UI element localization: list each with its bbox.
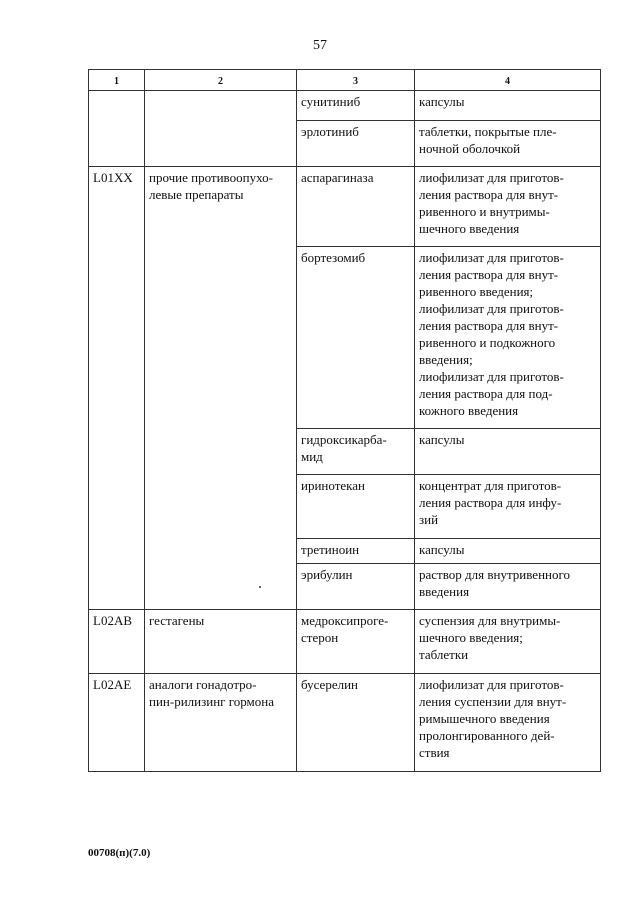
form-cell: таблетки, покрытые пле- ночной оболочкой	[415, 121, 601, 167]
table-row	[89, 674, 601, 772]
drug-cell: бусерелин	[297, 674, 415, 772]
form-cell: капсулы	[415, 539, 601, 564]
form-cell: концентрат для приготов- ления раствора для инфу- зий	[415, 475, 601, 539]
column-header: 3	[297, 70, 415, 91]
form-cell: лиофилизат для приготов- ления раствора для внут- ривенного введения; лиофилизат для приготов- ления раствора для внут- ривенного и подкожного введения; лиофилизат для приготов- ления раствора для под- кожного введения	[415, 247, 601, 429]
table-row	[89, 167, 601, 247]
footer-document-code: 00708(п)(7.0)	[88, 847, 151, 859]
form-cell: капсулы	[415, 429, 601, 475]
drug-cell: эрибулин	[297, 564, 415, 610]
table-row	[89, 91, 601, 121]
table-header-row	[89, 70, 601, 91]
atc-code-cell: L02AE	[89, 674, 145, 772]
form-cell: лиофилизат для приготов- ления суспензии для внут- римышечного введения пролонгированного дей- ствия	[415, 674, 601, 772]
drug-cell: аспарагиназа	[297, 167, 415, 247]
form-cell: суспензия для внутримы- шечного введения; таблетки	[415, 610, 601, 674]
column-header: 2	[145, 70, 297, 91]
form-cell: капсулы	[415, 91, 601, 121]
column-header: 1	[89, 70, 145, 91]
drug-cell: эрлотиниб	[297, 121, 415, 167]
atc-code-cell: L01XX	[89, 167, 145, 610]
column-header: 4	[415, 70, 601, 91]
group-cell	[145, 91, 297, 167]
page-number: 57	[313, 38, 327, 53]
group-cell: аналоги гонадотро- пин-рилизинг гормона	[145, 674, 297, 772]
drug-cell: бортезомиб	[297, 247, 415, 429]
drug-cell: иринотекан	[297, 475, 415, 539]
drug-cell: медроксипроге- стерон	[297, 610, 415, 674]
form-cell: раствор для внутривенного введения	[415, 564, 601, 610]
stray-mark	[259, 586, 261, 588]
drug-cell: третиноин	[297, 539, 415, 564]
group-cell: гестагены	[145, 610, 297, 674]
table-row	[89, 610, 601, 674]
drug-cell: сунитиниб	[297, 91, 415, 121]
atc-code-cell	[89, 91, 145, 167]
drug-cell: гидроксикарба- мид	[297, 429, 415, 475]
atc-code-cell: L02AB	[89, 610, 145, 674]
drug-table	[88, 69, 601, 772]
form-cell: лиофилизат для приготов- ления раствора для внут- ривенного и внутримы- шечного введения	[415, 167, 601, 247]
group-cell: прочие противоопухо- левые препараты	[145, 167, 297, 610]
